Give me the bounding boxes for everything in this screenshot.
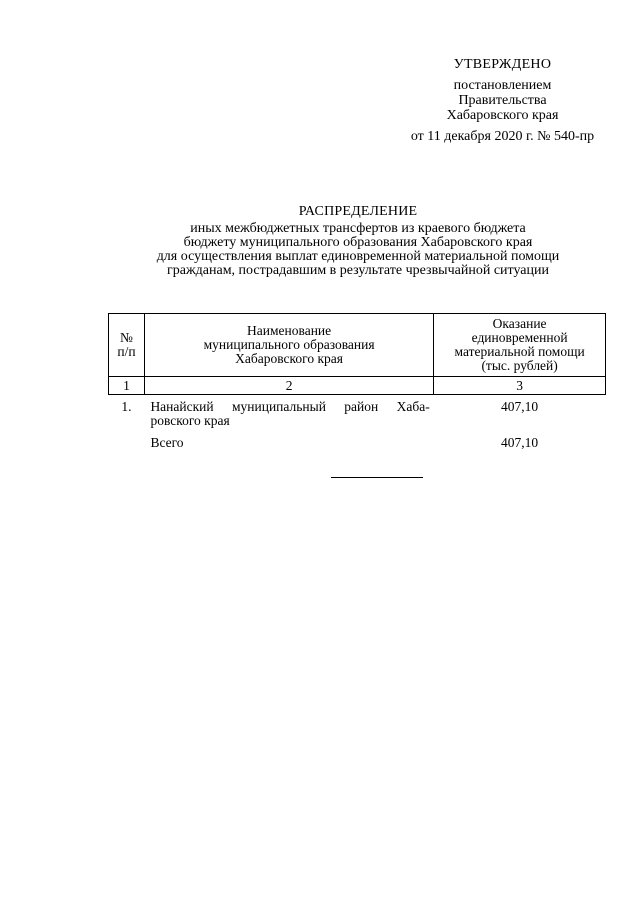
approval-line-3: Хабаровского края (446, 108, 559, 123)
column-number-3: 3 (434, 377, 606, 395)
row-name: Нанайский муниципальный район Хаба-ровского края (150, 399, 430, 428)
approval-line-2: Правительства (458, 93, 547, 108)
total-row (109, 430, 606, 452)
column-number-2: 2 (144, 377, 433, 395)
header-name-line-2: муниципального образования (203, 337, 375, 352)
approval-line-1: постановлением (453, 78, 552, 93)
header-name-line-1: Наименование (247, 323, 332, 338)
header-amount-line-1: Оказание (492, 316, 547, 331)
column-number-1: 1 (109, 377, 145, 395)
table-row (109, 395, 606, 431)
header-number-line-1: № (120, 330, 133, 345)
approval-stamp (400, 57, 605, 144)
header-amount-line-3: материальной помощи (454, 344, 585, 359)
header-number-line-2: п/п (117, 344, 136, 359)
distribution-table (108, 313, 606, 452)
approval-date: от 11 декабря 2020 г. № 540-пр (410, 129, 595, 144)
header-amount (434, 314, 606, 377)
document-heading (120, 205, 596, 278)
total-amount: 407,10 (501, 435, 539, 450)
header-amount-line-4: (тыс. рублей) (481, 358, 558, 373)
heading-line-3: для осуществления выплат единовременной материальной помощи (156, 249, 560, 264)
heading-line-1: иных межбюджетных трансфертов из краевого бюджета (190, 221, 526, 236)
header-name-line-3: Хабаровского края (235, 351, 344, 366)
total-label: Всего (150, 435, 184, 450)
row-amount: 407,10 (501, 399, 539, 414)
total-empty-cell (109, 430, 145, 452)
end-separator-line (331, 477, 423, 478)
column-number-row (109, 377, 606, 395)
table-header-row (109, 314, 606, 377)
heading-line-2: бюджету муниципального образования Хабаровского края (183, 235, 533, 250)
document-title: РАСПРЕДЕЛЕНИЕ (298, 204, 418, 219)
header-name (144, 314, 433, 377)
heading-line-4: гражданам, пострадавшим в результате чрезвычайной ситуации (167, 263, 549, 278)
approval-title: УТВЕРЖДЕНО (453, 57, 552, 72)
row-number: 1. (121, 399, 132, 414)
header-amount-line-2: единовременной (471, 330, 568, 345)
header-number (109, 314, 145, 377)
